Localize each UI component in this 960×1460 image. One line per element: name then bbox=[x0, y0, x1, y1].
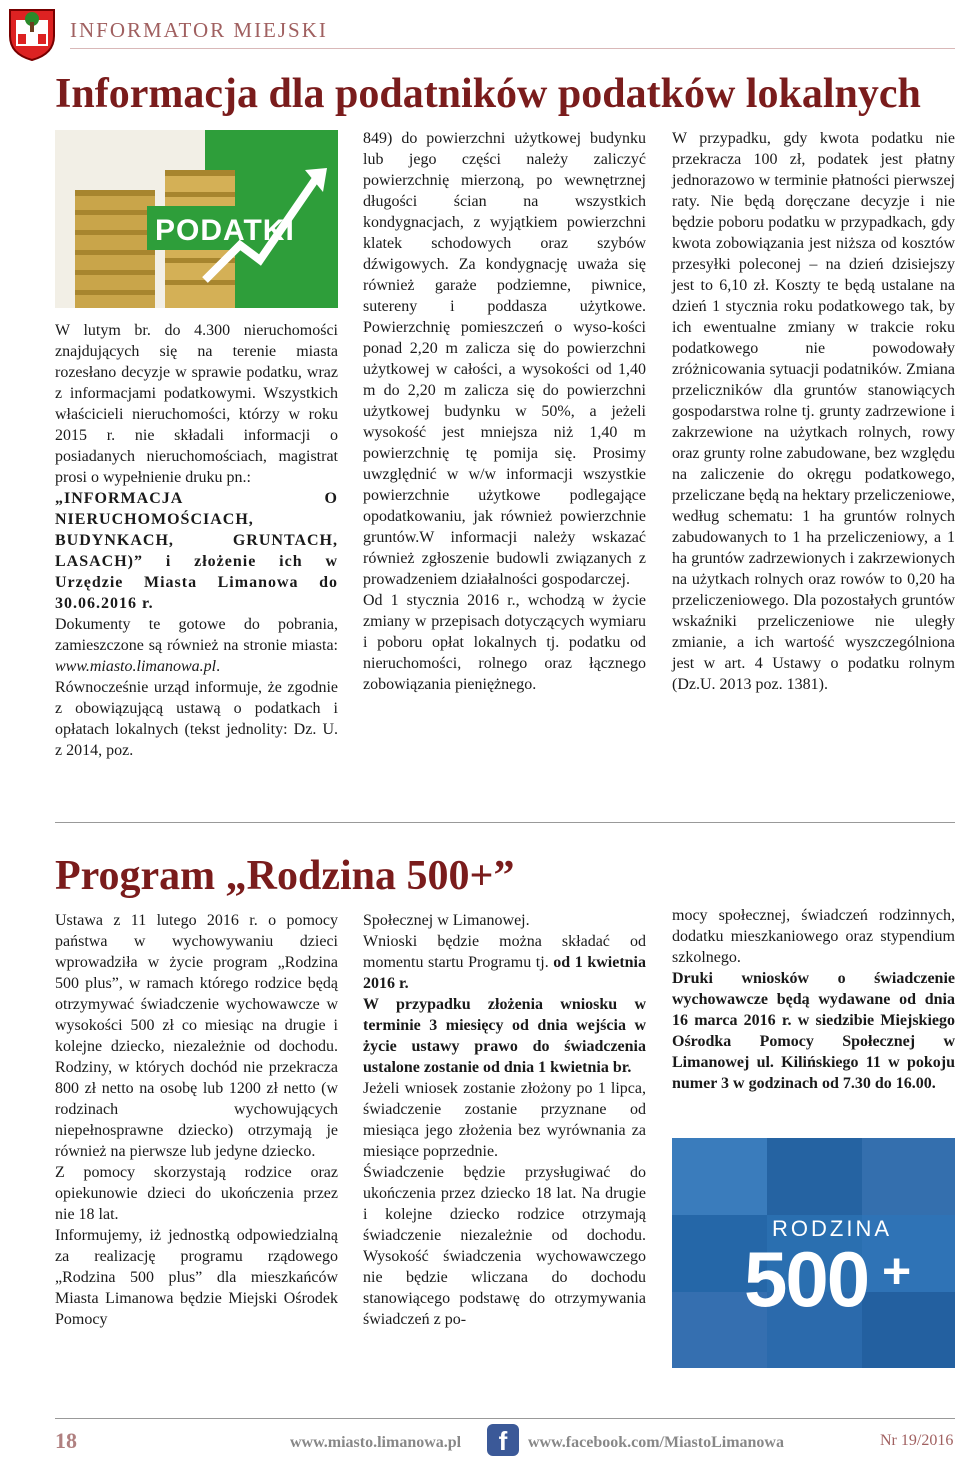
article1-column-3 bbox=[672, 128, 955, 695]
article1-column-2 bbox=[363, 128, 646, 695]
paragraph-bold: Druki wniosków o świadczenie wychowawcze będą wydawane od dnia 16 marca 2016 r. w siedzibie Miejskiego Ośrodka Pomocy Społecznej w Limanowej ul. Kilińskiego 11 w pokoju numer 3 w godzinach od 7.30 do 16.00. bbox=[672, 970, 955, 1092]
paragraph bbox=[55, 614, 338, 677]
text: Dokumenty te gotowe do pobrania, zamieszczone są również na stronie miasta: bbox=[55, 616, 338, 654]
section-divider bbox=[55, 822, 955, 823]
article2-column-1 bbox=[55, 910, 338, 1330]
paragraph: Równocześnie urząd informuje, że zgodnie z obowiązującą ustawą o podatkach i opłatach lokalnych (tekst jednolity: Dz. U. z 2014, poz. bbox=[55, 679, 338, 759]
text: Od 1 stycznia 2016 r. bbox=[363, 592, 516, 609]
website-link[interactable]: www.miasto.limanowa.pl bbox=[55, 658, 217, 675]
rodzina-number: 500 bbox=[744, 1235, 869, 1323]
paragraph: mocy społecznej, świadczeń rodzinnych, dodatku mieszkaniowego oraz stypendium szkolnego. bbox=[672, 907, 955, 966]
text: . bbox=[216, 658, 221, 675]
paragraph: W przypadku, gdy kwota podatku nie przekracza 100 zł, podatek jest płatny jednorazowo w terminie płatności pierwszej raty. Nie będą doręczane decyzje i nie będzie poboru podatku w przypadkach, gdy kwota zobowiązania jest niższa od kosztów przesyłki poleconej – na dzień dzisiejszy jest to 6,10 zł. Koszty te będą ustalane na dzień 1 stycznia roku podatkowego tak, by ich ewentualne zmiany w trakcie roku podatkowego nie powodowały zróżnicowania sytuacji podatników. Zmiana przeliczników dla gruntów stanowiących gospodarstwa rolne tj. grunty zadrzewione i zakrzewione na użytkach rolnych, rowy oraz grunty rolne zabudowane, bez względu na zaliczenie do okręgu podatkowego, przeliczane będą na hektary przeliczeniowe, według schematu: 1 ha gruntów rolnych zabudowanych to 1 ha przeliczeniowy, a 1 ha gruntów zadrzewionych i zakrzewionych na użytkach rolnych oraz rowów to 0,20 ha przeliczeniowego. Dla pozostałych gruntów wskaźniki przeliczeniowe nie uległy zmianie, a ich wartość wyszczególniona jest w art. 4 Ustawy o podatku rolnym (Dz.U. 2013 poz. 1381). bbox=[672, 130, 955, 693]
paragraph bbox=[363, 590, 646, 695]
article2-column-3 bbox=[672, 905, 955, 1094]
text: Wnioski będzie można składać od momentu startu Programu tj. bbox=[363, 933, 646, 971]
site-link[interactable]: www.miasto.limanowa.pl bbox=[290, 1434, 462, 1451]
paragraph: Jeżeli wniosek zostanie złożony po 1 lipca, świadczenie zostanie przyznane od miesiąca jego złożenia bez wyrównania za miesiące poprzednie. bbox=[363, 1080, 646, 1160]
paragraph: Społecznej w Limanowej. bbox=[363, 912, 530, 929]
paragraph bbox=[363, 931, 646, 994]
rodzina-label: RODZINA bbox=[772, 1216, 892, 1241]
paragraph: Świadczenie będzie przysługiwać do ukończenia przez dziecko 18 lat. Na drugie i kolejne dziecko rodzice otrzymają świadczenie niezależnie od dochodu. Wysokość świadczenia wychowawczego nie będzie wliczana do dochodu stanowiącego podstawę do otrzymywania świadczeń z po- bbox=[363, 1164, 646, 1328]
masthead: INFORMATOR MIEJSKI bbox=[70, 18, 328, 42]
paragraph: Informujemy, iż jednostką odpowiedzialną za realizację programu rządowego „Rodzina 500 plus” dla mieszkańców Miasta Limanowa będzie Miejski Ośrodek Pomocy bbox=[55, 1227, 338, 1328]
article1-column-1 bbox=[55, 320, 338, 761]
page-number: 18 bbox=[55, 1428, 77, 1453]
article2-title: Program „Rodzina 500+” bbox=[55, 853, 515, 899]
paragraph: Ustawa z 11 lutego 2016 r. o pomocy państwa w wychowywaniu dzieci wprowadziła w życie program „Rodzina 500 plus”, w ramach którego rodzice będą otrzymywać świadczenie wychowawcze w wysokości 500 zł co miesiąc na drugie i kolejne dziecko, niezależnie od dochodu. Rodziny, w których dochód nie przekracza 800 zł netto na osobę lub 1200 zł netto (w rodzinach wychowujących niepełnosprawne dziecko) otrzymają je również na pierwsze lub jedyne dziecko. bbox=[55, 912, 338, 1160]
paragraph: W lutym br. do 4.300 nieruchomości znajdujących się na terenie miasta rozesłano decyzje w sprawie podatku, wraz z informacjami podatkowymi. Wszystkich właścicieli nieruchomości, którzy w roku 2015 r. nie składali informacji o posiadanych nieruchomościach, magistrat prosi o wypełnienie druku pn.: bbox=[55, 322, 338, 486]
paragraph-bold: „INFORMACJA O NIERUCHOMOŚCIACH, BUDYNKACH, GRUNTACH, LASACH)” i złożenie ich w Urzędzie Miasta Limanowa do 30.06.2016 r. bbox=[55, 490, 338, 612]
rodzina-plus: + bbox=[882, 1243, 912, 1299]
issue-number: Nr 19/2016 bbox=[880, 1432, 954, 1449]
taxes-image bbox=[55, 130, 338, 308]
text: , wchodzą w życie zmiany w przepisach dotyczących wymiaru i poboru opłat lokalnych tj. podatku od nieruchomości, rolnego oraz łącznego zobowiązania pieniężnego. bbox=[363, 592, 646, 693]
city-crest-icon bbox=[6, 6, 58, 62]
footer-divider bbox=[55, 1418, 955, 1419]
rodzina-500-image bbox=[672, 1138, 955, 1368]
facebook-link[interactable]: www.facebook.com/MiastoLimanowa bbox=[528, 1434, 784, 1451]
paragraph-bold: W przypadku złożenia wniosku w terminie 3 miesięcy od dnia wejścia w życie ustawy prawo do świadczenia ustalone zostanie od dnia 1 kwietnia br. bbox=[363, 996, 646, 1076]
text: od 1 kwietnia 2016 r. bbox=[363, 954, 646, 992]
masthead-divider bbox=[70, 48, 955, 49]
paragraph: Z pomocy skorzystają rodzice oraz opiekunowie dzieci do ukończenia przez nie 18 lat. bbox=[55, 1164, 338, 1223]
taxes-image-label: PODATKI bbox=[155, 214, 295, 247]
paragraph: 849) do powierzchni użytkowej budynku lub jego części należy zaliczyć powierzchnię mierzoną, po wewnętrznej długości ścian na wszystkich kondygnacjach, z wyjątkiem powierzchni klatek schodowych oraz szybów dźwigowych. Za kondygnację uważa się również garaże podziemne, piwnice, sutereny i poddasza użytkowe. Powierzchnię pomieszczeń o wyso-kości ponad 2,20 m zalicza się do powierzchni użytkowej w całości, a wysokości od 1,40 m do 2,20 m zalicza się do powierzchni użytkowej budynku w 50%, a jeżeli wysokość jest mniejsza niż 1,40 m powierzchnię tę pomija się. Prosimy uwzględnić w w/w informacji wszystkie powierzchnie użytkowe podlegające opodatkowaniu, jak również powierzchnie gruntów.W informacji należy wskazać również zgłoszenie budowli związanych z prowadzeniem działalności gospodarczej. bbox=[363, 130, 646, 588]
article2-column-2 bbox=[363, 910, 646, 1330]
facebook-icon[interactable]: f bbox=[487, 1424, 519, 1456]
article1-title: Informacja dla podatników podatków lokalnych bbox=[55, 71, 921, 117]
